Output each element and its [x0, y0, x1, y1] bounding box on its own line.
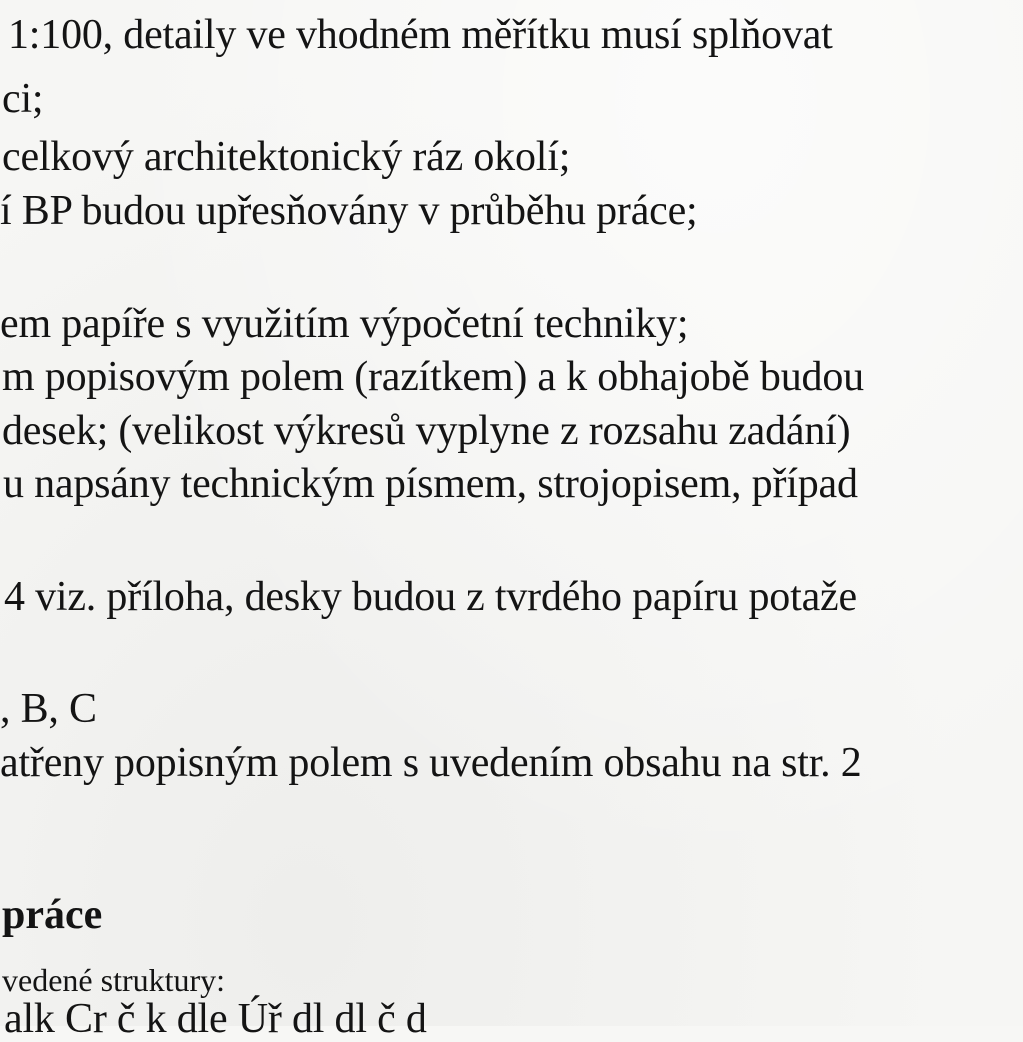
text-line: em papíře s využitím výpočetní techniky;: [0, 301, 689, 347]
text-line: vedené struktury:: [2, 962, 226, 998]
text-line: ci;: [2, 76, 44, 122]
text-line: í BP budou upřesňovány v průběhu práce;: [0, 188, 698, 234]
text-line: 1:100, detaily ve vhodném měřítku musí splňovat: [8, 12, 833, 58]
cut-off-line: [0, 996, 1023, 1042]
text-line-partial: alk Cr č k dle Úř dl dl č d: [4, 996, 427, 1042]
text-line: atřeny popisným polem s uvedením obsahu na str. 2: [0, 740, 862, 786]
text-line: celkový architektonický ráz okolí;: [2, 134, 571, 180]
text-line: desek; (velikost výkresů vyplyne z rozsahu zadání): [2, 408, 851, 454]
section-heading: práce: [2, 892, 103, 938]
text-line: , B, C: [0, 686, 97, 732]
text-line: m popisovým polem (razítkem) a k obhajobě budou: [2, 354, 864, 400]
text-line: u napsány technickým písmem, strojopisem, případ: [3, 461, 858, 507]
text-line: 4 viz. příloha, desky budou z tvrdého papíru potaže: [4, 574, 857, 620]
